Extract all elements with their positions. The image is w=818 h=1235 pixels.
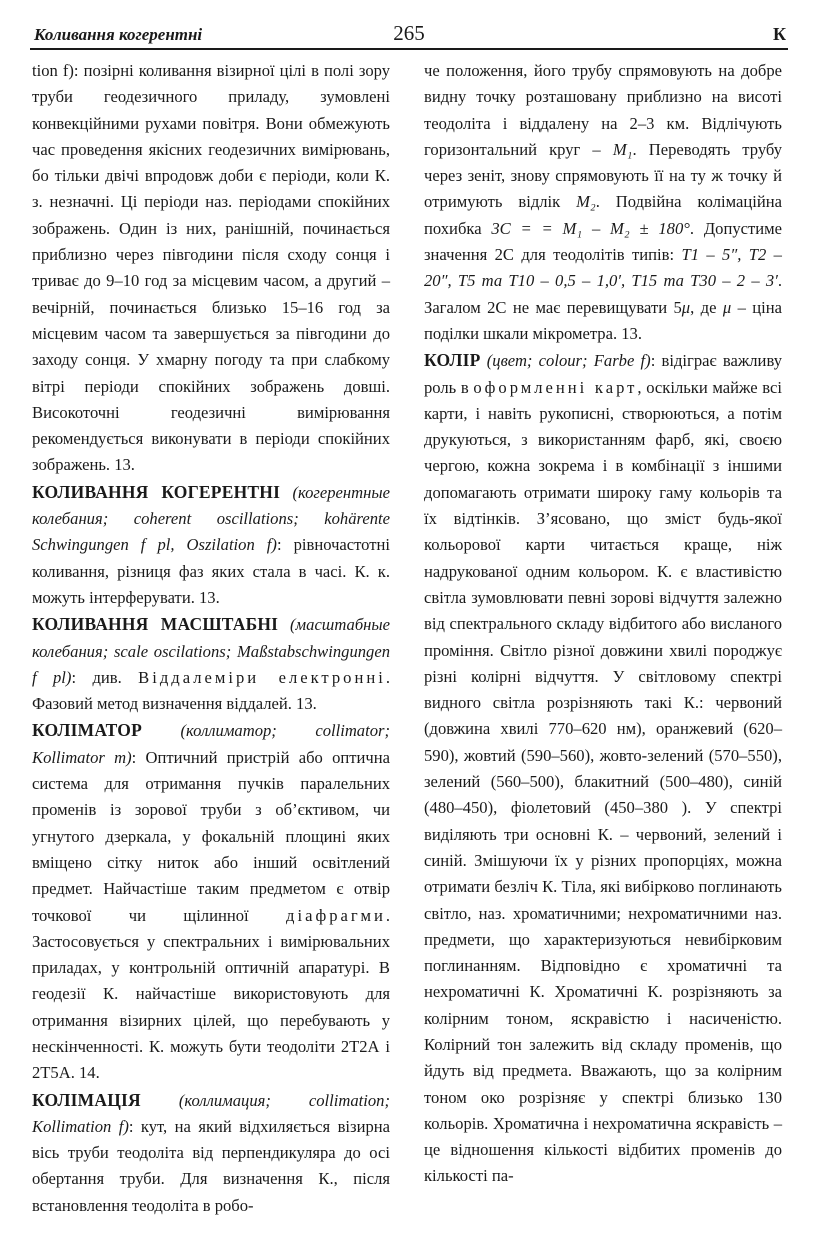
definition: , оскільки майже всі карти, і навіть рукописні, створюються, а потім друкуються, з використанням фарб, які, своєю чергою, кожна зокрема і в комбінації з іншими допомагають отримати широку гаму кольорів та їх відтінків. З’ясовано, що зміст будь-якої кольорової карти читається краще, ніж надрукованої одним кольором. К. є властивістю світла зумовлювати певні зорові відчуття залежно від спектрального складу відбитого або висланого проміння. Світло різної довжини хвилі породжує різні колірні відчуття. У світловому спектрі видного світла розрізняють такі К.: червоний (довжина хвилі 770–620 нм), оранжевий (620–590), жовтий (590–560), жовто-зелений (570–550), зелений (560–500), блакитний (500–480), синій (480–450), фіолетовий (450–380 ). У спектрі виділяють три основні К. – червоний, зелений і синій. Змішуючи їх у різних пропорціях, можна отримати безліч К. Тіла, які вибірково поглинають світло, наз. хроматичними; нехроматичними наз. предмети, що характеризуються невибірковим поглинанням. Відповідно є хроматичні та нехроматичні К. Хроматичні К. розрізняють за колірним тоном, яскравістю і насиченістю. Колірний тон залежить від складу променів, що йдуть від предмета. Вважають, що за колірним тоном око розрізняє у спектрі близько 130 кольорів. Хроматична і нехроматична яскравість – це відношення кількості відбитих променів до кількості па-: [424, 377, 783, 1186]
formula: M₂: [576, 192, 596, 212]
right-column: [424, 58, 782, 1190]
definition: : Оптичний пристрій або оптична система для отримання пучків паралельних променів із зорової труби з об’єктивом, чи угнутого дзеркала, у фокальній площині яких вміщено сітку ниток або інший освітлений предмет. Найчастіше таким предметом є отвір точкової чи щілинної: [32, 747, 391, 925]
entry-kolyvannia-masshtabni: [32, 611, 390, 717]
definition: : див.: [71, 667, 139, 687]
headword: КОЛІР: [424, 350, 481, 371]
definition: . Застосовується у спектральних і вимірювальних приладах, у контрольній оптичній апаратурі. В геодезії К. найчастіше використовують для отримання візирних цілей, що перебувають у нескінченності. К. можуть бути теодоліти 2Т2А і 2Т5А. 14.: [32, 905, 390, 1083]
formula: T1 – 5″, T2 – 20″, T5 та T10 – 0,5 – 1,0′, T15 та T30 – 2 – 3′: [424, 245, 782, 291]
cross-reference: Віддалеміри електронні: [138, 667, 386, 687]
entry-kolimator: [32, 717, 390, 1086]
translations: (коллиматор; collimator; Kollimator m): [32, 721, 390, 767]
headword: КОЛІМАЦІЯ: [32, 1089, 141, 1110]
formula: 3C = = M₁ – M₂ ± 180°: [491, 218, 690, 238]
cross-reference: оформленні карт: [473, 377, 638, 397]
entry-continuation: tion f): позірні коливання візирної цілі в полі зору труби геодезичного приладу, зумовлені конвекційними рухами повітря. Вони обмежують час проведення якісних геодезичних вимірювань, бо тільки двічі впродовж доби є періоди, коли К. з. незначні. Ці періоди наз. періодами спокійних зображень. Один із них, ранішній, починається приблизно через півгодини після сходу сонця і триває до 9–10 год за місцевим часом, а другий – вечірній, починається близько 15–16 год за місцевим часом та завершується за півгодини до заходу сонця. У хмарну погоду та при слабкому вітрі періоди спокійних зображень довші. Високоточні геодезичні вимірювання рекомендується виконувати в періоди спокійних зображень. 13.: [32, 61, 390, 475]
definition: . Фазовий метод визначення віддалей. 13.: [32, 667, 391, 714]
formula: M₁: [612, 139, 633, 159]
left-column: [32, 58, 390, 1219]
headword: КОЛІМАТОР: [32, 720, 143, 741]
definition: : рівночастотні коливання, різниця фаз яких стала в часі. К. к. можуть інтерферувати. 13.: [32, 535, 390, 607]
translations: (когерентные колебания; coherent oscillations; kohärente Schwingungen f pl, Oszilation f): [32, 482, 390, 555]
entry-kolir: [424, 347, 782, 1190]
entry-kolyvannia-kohererentni: [32, 479, 390, 611]
cross-reference: діафрагми: [286, 905, 386, 925]
section-letter: К: [772, 24, 786, 44]
translations: (цвет; colour; Farbe f): [486, 351, 651, 371]
entry-kolimatsiia-continuation: че положення, його трубу спрямовують на добре видну точку розташовану приблизно на висоті теодоліта і віддалену на 2–3 км. Відлічують горизонтальний круг – M₁. Переводять трубу через зеніт, знову спрямовують її на ту ж точку й отримують відлік M₂. Подвійна колімаційна похибка 3C = = M₁ – M₂ ± 180°. Допустиме значення 2C для теодолітів типів: T1 – 5″, T2 – 20″, T5 та T10 – 0,5 – 1,0′, T15 та T30 – 2 – 3′. Загалом 2C не має перевищувати 5μ, де μ – ціна поділки шкали мікрометра. 13.: [424, 61, 782, 343]
translations: (коллимация; collimation; Kollimation f): [32, 1090, 390, 1136]
entry-kolimatsiia: [32, 1087, 390, 1219]
headword: КОЛИВАННЯ МАСШТАБНІ: [32, 614, 279, 635]
running-head: Коливання когерентні: [34, 25, 203, 44]
headword: КОЛИВАННЯ КОГЕРЕНТНІ: [32, 481, 281, 502]
definition: : кут, на який відхиляється візирна вісь труби теодоліта від перпендикуляра до осі обертання труби. Для визначення К., після встановлення теодоліта в робо-: [32, 1116, 391, 1215]
definition: : відіграє важливу роль в: [424, 351, 783, 397]
translations: (масштабные колебания; scale oscilations; Maßstabschwingungen f pl): [32, 615, 390, 687]
page-number: 265: [393, 21, 425, 45]
page-header: [30, 18, 788, 50]
formula: μ: [681, 297, 691, 317]
formula: μ: [722, 297, 732, 317]
